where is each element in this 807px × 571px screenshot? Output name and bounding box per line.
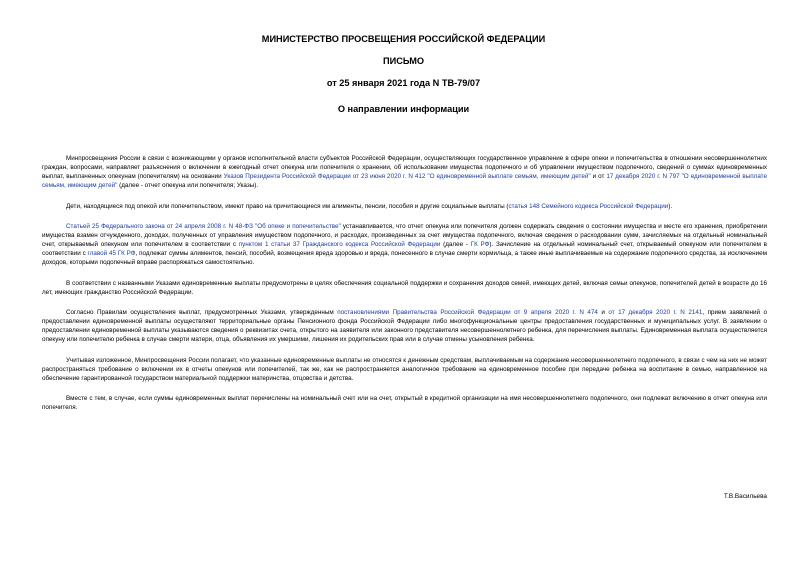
ministry-title: МИНИСТЕРСТВО ПРОСВЕЩЕНИЯ РОССИЙСКОЙ ФЕДЕРАЦИИ <box>261 34 546 44</box>
paragraph-text: и <box>597 308 609 316</box>
link-gk-ch45[interactable]: главой 45 ГК РФ <box>87 250 136 258</box>
paragraph-text: (далее - <box>440 241 471 249</box>
paragraph-3 <box>42 222 767 268</box>
document-date-number: от 25 января 2021 года N ТВ-79/07 <box>326 78 481 88</box>
paragraph-5 <box>42 308 767 345</box>
paragraph-text: ). <box>668 202 673 210</box>
paragraph-6 <box>42 356 767 383</box>
paragraph-text: ). Зачисление на отдельный номинальный счет, открываемый опекуном или попечителем в соответствии с <box>42 241 768 258</box>
signature: Т.В.Васильева <box>723 493 767 500</box>
paragraph-text: и от <box>590 173 607 181</box>
link-gk-rf[interactable]: ГК РФ <box>470 241 490 249</box>
paragraph-text: Учитывая изложенное, Минпросвещения России полагает, что указанные единовременные выплаты не относятся к денежным средствам, выплачиваемым на содержание несовершеннолетнего подопечного, в связи с чем на них не может распространяться требование о включении их в отчеты опекунов или попечителей, так же, как не распространяется аналогичное требование на единовременное пособие при передаче ребенка на воспитание в семью, направленное на обеспечение гарантированной государством материальной поддержки материнства, отцовства и детства. <box>42 356 767 382</box>
link-ukaz-797[interactable]: 17 декабря 2020 г. N 797 "О единовременной выплате семьям, имеющим детей" <box>42 173 767 190</box>
link-fz-48-art25[interactable]: Статьей 25 Федерального закона от 24 апреля 2008 г. N 48-ФЗ "Об опеке и попечительстве" <box>66 222 341 230</box>
paragraph-text: устанавливается, что отчет опекуна или попечителя должен содержать сведения о состоянии имущества и месте его хранения, приобретении имущества взамен отчужденного, доходах, полученных от управления имуществом подопечного, и расходах, произведенных за счет имущества подопечного, включая сведения о расходовании сумм, зачисляемых на отдельный номинальный счет, открываемый опекуном или попечителем в соответствии с <box>42 222 767 249</box>
paragraph-text: Вместе с тем, в случае, если суммы единовременных выплат перечислены на номинальный счет или на счет, открытый в кредитной организации на имя несовершеннолетнего подопечного, они подлежат включению в отчет опекуна или попечителя. <box>42 394 767 412</box>
link-postanovlenie-474[interactable]: постановлениями Правительства Российской Федерации от 9 апреля 2020 г. N 474 <box>337 308 598 316</box>
link-gk-art37[interactable]: пунктом 1 статьи 37 Гражданского кодекса Российской Федерации <box>238 241 441 249</box>
paragraph-text: В соответствии с названными Указами единовременные выплаты предусмотрены в целях обеспечения социальной поддержки и сохранения доходов семей, имеющих детей, включая семьи опекунов, попечителей детей в возрасте до 16 лет, имеющих гражданство Российской Федерации. <box>42 279 767 296</box>
link-ukaz-412[interactable]: Указов Президента Российской Федерации от 23 июня 2020 г. N 412 "О единовременной выплате семьям, имеющим детей" <box>223 173 591 181</box>
paragraph-7 <box>42 394 767 412</box>
link-sk-148[interactable]: статья 148 Семейного кодекса Российской Федерации <box>508 202 669 210</box>
paragraph-text: Минпросвещения России в связи с возникающими у органов исполнительной власти субъектов Российской Федерации, осуществляющих государственное управление в сфере опеки и попечительства в отношении несовершеннолетних граждан, вопросами, направляет разъяснения о включении в ежегодный отчет опекуна или попечителя о хранении, об использовании имущества подопечного и об управлении имуществом подопечного, сведений о суммах единовременных выплат, выплаченных опекунам (попечителям) на основании <box>42 155 767 181</box>
paragraph-text: , подлежат суммы алиментов, пенсий, пособий, возмещения вреда здоровью и вреда, понесенного в случае смерти кормильца, а также иные выплачиваемые на содержание подопечного средства, за исключением доходов, которыми подопечный вправе распоряжаться самостоятельно. <box>42 250 767 267</box>
paragraph-text: , прием заявлений о предоставлении единовременной выплаты осуществляют территориальные органы Пенсионного фонда Российской Федерации либо многофункциональные центры предоставления государственных и муниципальных услуг. В заявлении о предоставлении единовременной выплаты указываются сведения о реквизитах счета, открытого на заявителя или законного представителя несовершеннолетнего ребенка, для перечисления выплаты. Единовременная выплата осуществляется опекуну или попечителю ребенка в случае смерти матери, отца, объявления их умершими, лишения их родительских прав или в случае отмены усыновления ребенка. <box>42 308 768 344</box>
paragraph-4 <box>42 279 767 297</box>
document-body <box>42 154 767 423</box>
paragraph-2 <box>42 202 767 211</box>
document-type: ПИСЬМО <box>382 56 425 66</box>
paragraph-1 <box>42 154 767 191</box>
link-postanovlenie-2141[interactable]: от 17 декабря 2020 г. N 2141 <box>608 308 703 316</box>
paragraph-text: (далее - отчет опекуна или попечителя; Указы). <box>117 182 259 190</box>
paragraph-text: Согласно Правилам осуществления выплат, предусмотренных Указами, утвержденным <box>66 308 338 316</box>
paragraph-text: Дети, находящиеся под опекой или попечительством, имеют право на причитающиеся им алименты, пенсии, пособия и другие социальные выплаты ( <box>66 202 509 210</box>
document-subject: О направлении информации <box>337 104 470 114</box>
